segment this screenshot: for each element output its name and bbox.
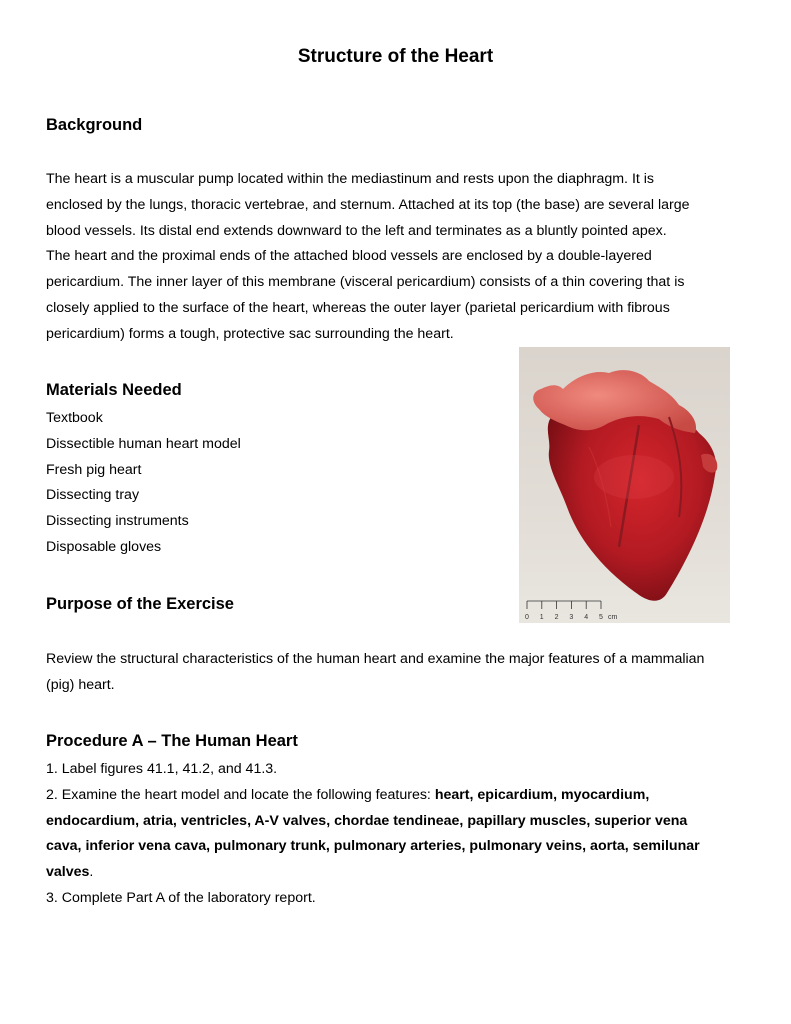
list-item: Dissectible human heart model <box>46 435 241 452</box>
background-paragraph <box>46 167 746 348</box>
purpose-paragraph <box>46 647 746 699</box>
list-item: Fresh pig heart <box>46 461 142 478</box>
materials-list <box>46 406 466 561</box>
page-title: Structure of the Heart <box>297 46 494 67</box>
background-line: The heart and the proximal ends of the attached blood vessels are enclosed by a double-layered <box>46 248 652 265</box>
list-item: Textbook <box>46 410 103 426</box>
background-line: pericardium. The inner layer of this membrane (visceral pericardium) consists of a thin covering that is <box>46 274 685 291</box>
purpose-heading: Purpose of the Exercise <box>46 595 234 613</box>
background-line: closely applied to the surface of the heart, whereas the outer layer (parietal pericardium with fibrous <box>46 299 670 316</box>
step-2-text: 2. Examine the heart model and locate the following features: <box>46 786 435 803</box>
procedure-step-3: 3. Complete Part A of the laboratory report. <box>46 889 316 906</box>
purpose-line: (pig) heart. <box>46 676 115 693</box>
pig-heart-photo <box>519 347 730 623</box>
background-line: The heart is a muscular pump located within the mediastinum and rests upon the diaphragm. It is <box>46 171 655 187</box>
list-item: Dissecting instruments <box>46 513 189 530</box>
scale-tick-label: 1 <box>539 614 544 621</box>
heart-illustration <box>519 347 730 623</box>
background-heading: Background <box>46 116 143 134</box>
background-line: pericardium) forms a tough, protective sac surrounding the heart. <box>46 325 454 342</box>
scale-tick-label: 2 <box>554 614 559 621</box>
procedure-heading: Procedure A – The Human Heart <box>46 732 298 750</box>
step-2-terms: valves <box>46 864 90 881</box>
procedure-steps <box>46 757 746 912</box>
scale-unit-label: cm <box>608 614 618 621</box>
scale-tick-label: 3 <box>569 614 574 621</box>
scale-tick-label: 4 <box>584 614 589 621</box>
background-line: enclosed by the lungs, thoracic vertebrae, and sternum. Attached at its top (the base) are several large <box>46 196 690 213</box>
procedure-step-2-end <box>46 860 746 886</box>
background-line: blood vessels. Its distal end extends downward to the left and terminates as a bluntly pointed apex. <box>46 222 667 239</box>
list-item: Disposable gloves <box>46 538 162 555</box>
purpose-line: Review the structural characteristics of the human heart and examine the major features of a mammalian <box>46 651 705 667</box>
step-2-terms: heart, epicardium, myocardium, <box>434 786 650 803</box>
procedure-step-1: 1. Label figures 41.1, 41.2, and 41.3. <box>46 761 278 777</box>
procedure-step-2 <box>46 783 746 809</box>
scale-tick-label: 5 <box>599 614 603 621</box>
step-2-terms: endocardium, atria, ventricles, A-V valves, chordae tendineae, papillary muscles, superior vena <box>46 812 688 829</box>
scale-bar <box>527 601 601 609</box>
step-2-text: . <box>89 864 94 881</box>
materials-heading: Materials Needed <box>46 381 182 399</box>
step-2-terms: cava, inferior vena cava, pulmonary trunk, pulmonary arteries, pulmonary veins, aorta, semilunar <box>46 838 700 855</box>
scale-tick-label: 0 <box>525 614 529 621</box>
list-item: Dissecting tray <box>46 487 140 504</box>
